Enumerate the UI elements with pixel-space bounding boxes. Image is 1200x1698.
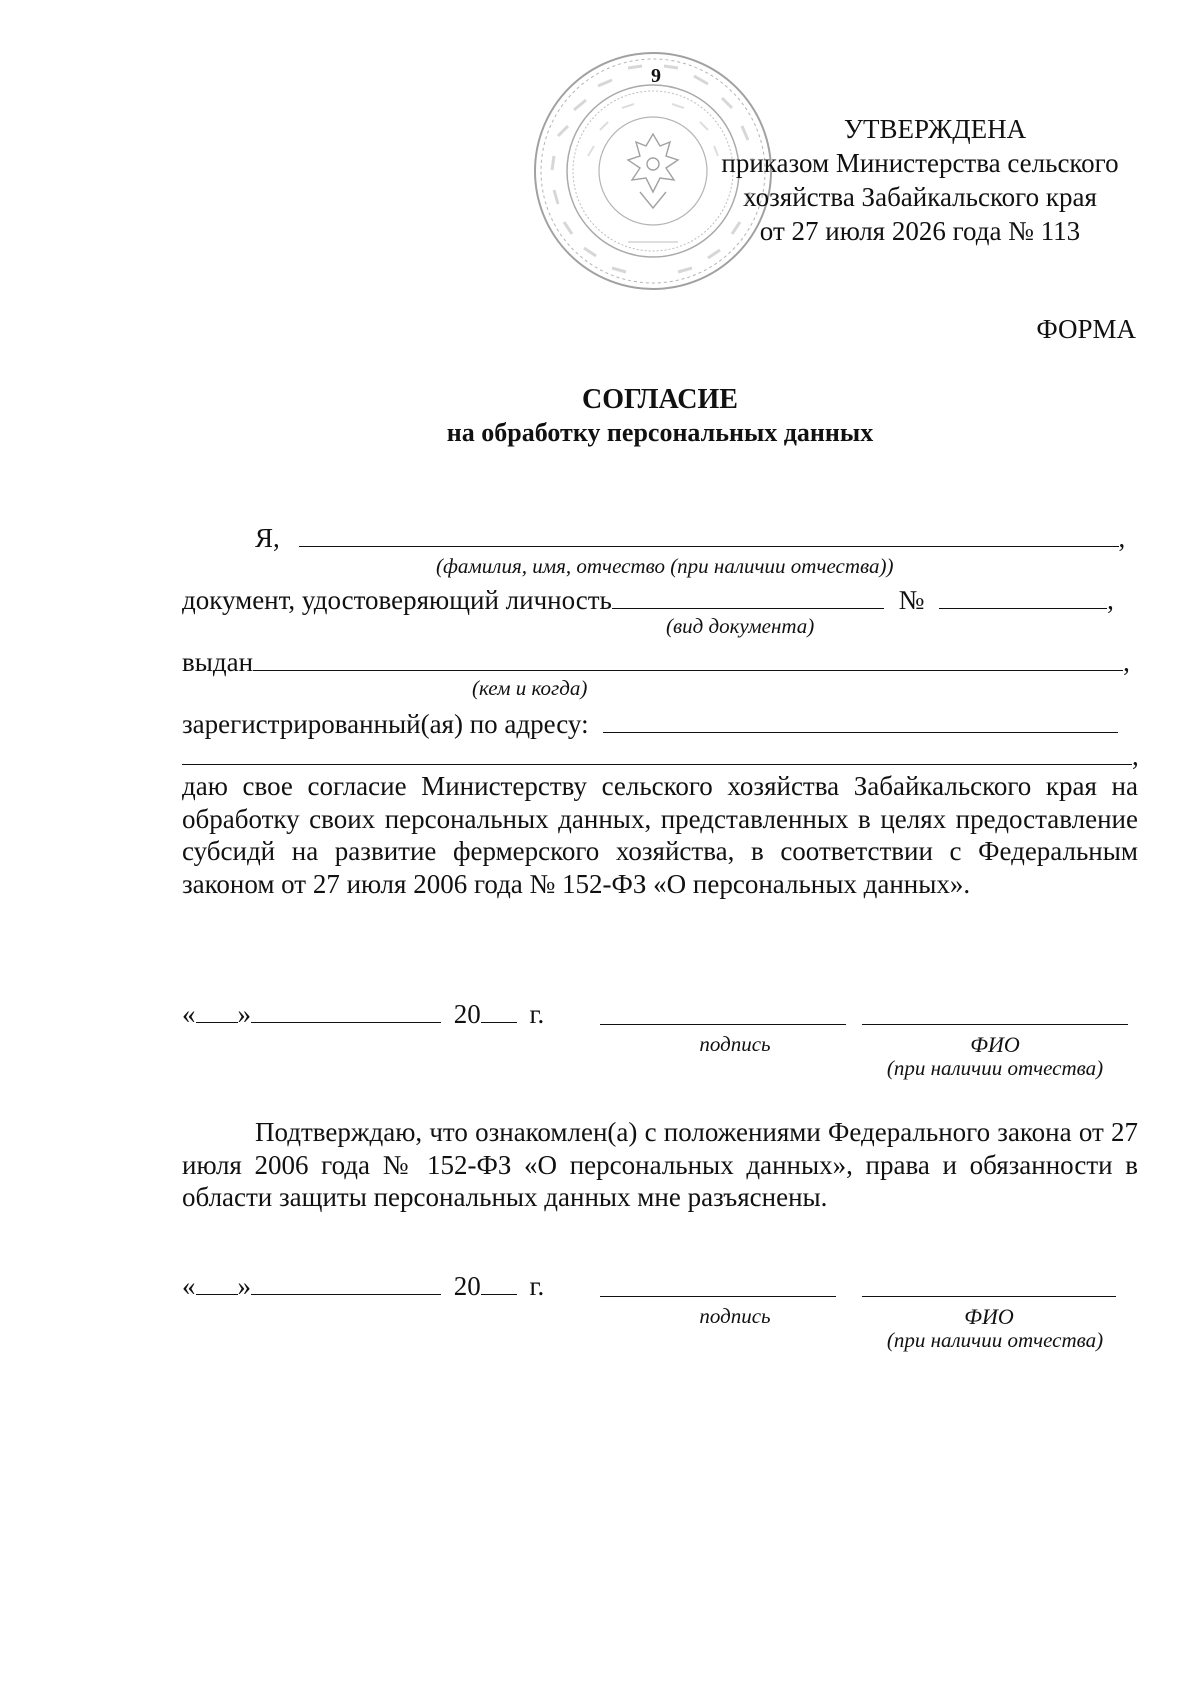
date-day-field[interactable] [196,1270,238,1295]
id-document-suffix: , [1107,585,1114,615]
full-name-field[interactable] [299,522,1119,547]
issued-by-field[interactable] [253,646,1123,671]
id-document-number-sign: № [898,585,925,615]
id-document-row [182,584,1114,616]
id-document-type-field[interactable] [612,584,884,609]
id-document-hint: (вид документа) [666,614,815,638]
approval-block [690,112,1150,248]
year-suffix: г. [529,1271,545,1301]
approval-line-ministry: хозяйства Забайкальского края [743,182,1097,212]
signer-name-hint: ФИО [964,1304,1014,1329]
date-month-field[interactable] [251,998,441,1023]
issued-row [182,646,1130,678]
signature-hint: подпись [699,1032,771,1056]
id-document-label: документ, удостоверяющий личность [182,585,612,615]
date-close-quote: » [237,999,251,1029]
page-number: 9 [651,65,661,87]
year-prefix: 20 [453,1271,481,1301]
approval-heading: УТВЕРЖДЕНА [843,114,1027,144]
signer-name-hint: ФИО [970,1032,1020,1057]
address-label: зарегистрированный(ая) по адресу: [182,709,589,739]
date-year-field[interactable] [481,998,517,1023]
approval-line-order: приказом Министерства сельского [721,148,1119,178]
year-prefix: 20 [453,999,481,1029]
address-field-line-1[interactable] [603,708,1118,733]
name-suffix: , [1118,523,1126,553]
date-month-field[interactable] [251,1270,441,1295]
address-suffix: , [1132,741,1139,771]
date-open-quote: « [182,999,196,1029]
full-name-hint: (фамилия, имя, отчество (при наличии отчества)) [436,554,894,578]
date-year-field[interactable] [481,1270,517,1295]
address-row-2 [182,740,1139,772]
address-field-line-2[interactable] [182,740,1132,765]
confirmation-paragraph: Подтверждаю, что ознакомлен(а) с положениями Федерального закона от 27 июля 2006 года № 152-ФЗ «О персональных данных», права и обязанности в области защиты персональных данных мне разъяснены. [182,1117,1138,1212]
signature-row-1 [182,998,544,1030]
issued-label: выдан [182,647,254,677]
address-row [182,708,1118,740]
date-close-quote: » [237,1271,251,1301]
date-open-quote: « [182,1271,196,1301]
date-day-field[interactable] [196,998,238,1023]
consent-paragraph: даю свое согласие Министерству сельского хозяйства Забайкальского края на обработку своих персональных данных, представленных в целях предоставление субсидй на развитие фермерского хозяйства, в соответствии с Федеральным законом от 27 июля 2006 года № 152-ФЗ «О персональных данных». [182,771,1138,899]
name-prefix: Я, [255,523,280,553]
signer-name-hint-note: (при наличии отчества) [886,1056,1104,1080]
signature-row-2 [182,1270,544,1302]
signer-name-field[interactable] [862,1296,1116,1297]
signer-name-field[interactable] [862,1024,1128,1025]
name-row [255,522,1125,554]
approval-line-date: от 27 июля 2026 года № 113 [759,216,1081,246]
signature-field[interactable] [600,1024,846,1025]
document-title: СОГЛАСИЕ [582,384,738,415]
form-label: ФОРМА [1036,314,1136,344]
signature-hint: подпись [699,1304,771,1328]
year-suffix: г. [529,999,545,1029]
document-subtitle: на обработку персональных данных [446,418,874,447]
id-document-number-field[interactable] [939,584,1107,609]
signature-field[interactable] [600,1296,836,1297]
issued-hint: (кем и когда) [472,676,588,700]
issued-suffix: , [1123,647,1130,677]
signer-name-hint-note: (при наличии отчества) [886,1328,1104,1352]
